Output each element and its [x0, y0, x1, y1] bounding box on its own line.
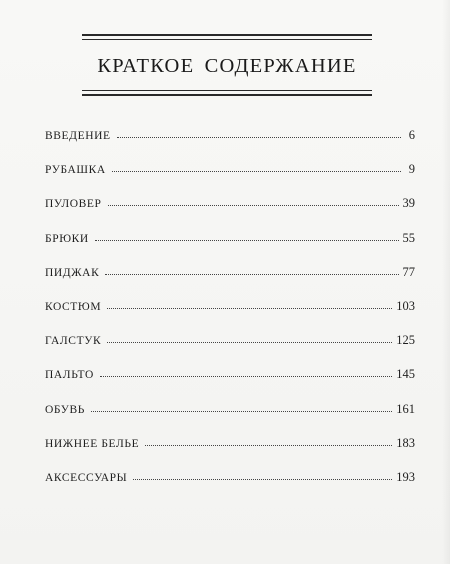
toc-entry-accessories [45, 470, 415, 504]
dot-leader [112, 171, 401, 172]
toc-entry-label: ГАЛСТУК [45, 335, 102, 348]
toc-entry-shoes [45, 402, 415, 436]
toc-entry-page: 183 [396, 435, 415, 450]
toc-entry-page: 103 [396, 298, 415, 313]
toc-entry-label: НИЖНЕЕ БЕЛЬЕ [45, 437, 140, 450]
toc-entry-label: БРЮКИ [45, 232, 89, 245]
toc-entry-label: ОБУВЬ [45, 403, 85, 416]
toc-entry-label: ПИДЖАК [45, 266, 100, 279]
toc-entry-label: РУБАШКА [45, 164, 106, 177]
toc-entry-underwear [45, 436, 415, 470]
dot-leader [145, 445, 392, 446]
toc-entry-label: ВВЕДЕНИЕ [45, 130, 111, 142]
toc-entry-page: 161 [396, 401, 415, 416]
toc-entry-label: КОСТЮМ [45, 300, 102, 313]
toc-entry-label: АКСЕССУАРЫ [45, 471, 128, 484]
toc-entry-shirt [45, 162, 415, 196]
toc-entry-page: 6 [408, 128, 415, 142]
page-title: КРАТКОЕ СОДЕРЖАНИЕ [97, 55, 357, 77]
dot-leader [91, 411, 392, 412]
toc-entry-page: 125 [396, 333, 415, 348]
page-edge-shadow [442, 0, 450, 564]
toc-entry-tie [45, 333, 415, 367]
toc-entry-page: 39 [402, 196, 415, 211]
toc-entry-page: 55 [402, 230, 415, 245]
title-rule-bottom-thick [82, 94, 372, 96]
dot-leader [100, 376, 392, 377]
toc-entry-page: 193 [396, 469, 415, 484]
toc-entry-introduction [45, 128, 415, 162]
toc-entry-coat [45, 367, 415, 401]
dot-leader [133, 479, 392, 480]
dot-leader [117, 137, 401, 138]
toc-entry-suit [45, 299, 415, 333]
toc-entry-page: 9 [408, 162, 415, 177]
dot-leader [107, 308, 392, 309]
title-block [82, 34, 372, 96]
toc-entry-trousers [45, 231, 415, 265]
toc-entry-page: 77 [402, 264, 415, 279]
dot-leader [105, 274, 398, 275]
dot-leader [108, 205, 399, 206]
toc-entry-label: ПАЛЬТО [45, 369, 94, 382]
toc-entry-page: 145 [396, 367, 415, 382]
dot-leader [107, 342, 392, 343]
toc-entry-jacket [45, 265, 415, 299]
toc-entry-label: ПУЛОВЕР [45, 198, 102, 211]
table-of-contents [45, 128, 415, 504]
dot-leader [95, 240, 399, 241]
toc-entry-pullover [45, 196, 415, 230]
